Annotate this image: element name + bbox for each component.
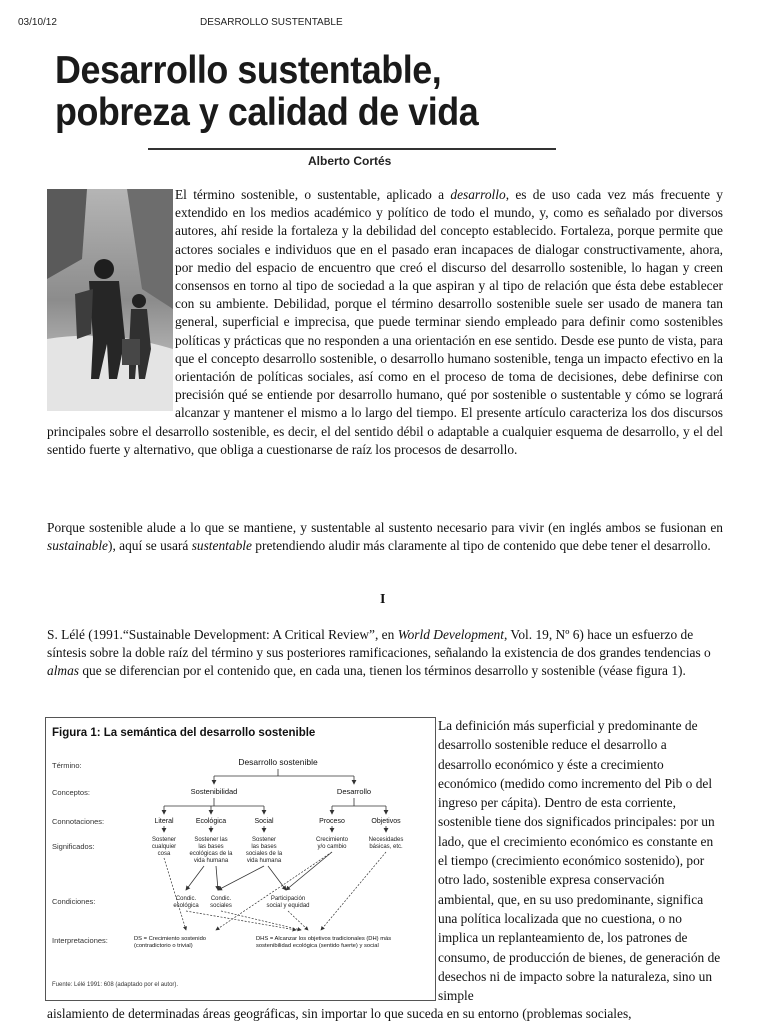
paragraph-intro-b: , es de uso cada vez más frecuente y extendido en los medios académico y político de todo el mundo, y, como es señalado por diversos autores, ahí reside la fortaleza y la debilidad del concepto establecido. Fortaleza, porque permite que actores sociales e individuos que en el pasado eran incapaces de dialogar constructivamente, ahora, por medio del espacio de encuentro que creó el discurso del desarrollo sostenible, lo hagan y creen consensos en torno al tipo de sociedad a la que aspiran y al tipo de relación que ésta debe establecer con su ambiente. Debilidad, porque el término desarrollo sostenible suele ser usado de manera tan general, superficial e imprecisa, que puede terminar siendo empleado para definir como sostenibles políticas y prácticas que no responden a una orientación en ese sentido. Desde ese punto de vista, para que el concepto desarrollo sostenible, o desarrollo humano sostenible, tenga un impacto efectivo en la orientación de políticas sociales, así como en el proceso de toma de decisiones, debe definirse con precisión qué se entiende por desarrollo humano, qué por sostenible o sustentable y cómo se logrará alcanzar y mantener el mismo a lo largo del tiempo. El presente artículo caracteriza los dos discursos principales sobre el desarrollo sostenible, es decir, el del sentido débil o adaptable a cualquier esquema de desarrollo, y el del sentido fuerte y alternativo, que obliga a cuestionarse de raíz los procesos de desarrollo. [47,187,724,457]
paragraph-intro-a: El término sostenible, o sustentable, aplicado a [175,187,451,202]
interpretation-ds-2: (contradictorio o trivial) [134,943,193,949]
meaning-ecologica-3: ecológicas de la [189,851,233,857]
paragraph-lele-c: que se diferencian por el contenido que, en cada una, tienen los términos desarrollo y sostenible (véase figura 1). [79,663,686,679]
paragraph-intro [47,186,723,459]
condition-sociales-1: Condic. [210,896,232,902]
meaning-social-3: sociales de la [245,851,283,857]
paragraph-terminology-em2: sustentable [191,538,252,554]
article-title-line1: Desarrollo sustentable, [55,49,442,92]
paragraph-terminology-a: Porque sostenible alude a lo que se mantiene, y sustentable al sustento necesario para vivir (en inglés ambos se fusionan en [47,520,723,535]
row-label-concepts: Conceptos: [52,788,90,797]
concept-sostenibilidad: Sostenibilidad [190,787,238,796]
row-label-connotations: Connotaciones: [52,817,105,826]
header-title: DESARROLLO SUSTENTABLE [200,17,343,28]
meaning-ecologica-1: Sostener las [194,837,228,843]
interpretation-ds-1: DS = Crecimiento sostenido [134,936,207,942]
paragraph-lele-b: , Vol. 19, Nº 6) hace un esfuerzo de síntesis sobre la doble raíz del término y sus posteriores ramificaciones, señalando la existencia de dos grandes tendencias o [47,627,711,661]
connotation-social: Social [254,818,274,825]
photo-float-spacer [47,186,175,412]
connotation-ecologica: Ecológica [195,818,227,825]
meaning-objetivos-1: Necesidades [368,837,404,843]
concept-desarrollo: Desarrollo [336,787,372,796]
row-label-interpretations: Interpretaciones: [52,936,108,945]
figure-semantics-diagram [46,718,435,1000]
paragraph-intro-em: desarrollo [450,187,506,202]
meaning-literal-2: cualquier [151,844,177,850]
paragraph-lele-em2: almas [47,663,79,679]
condition-participacion-1: Participación [270,896,306,902]
row-label-conditions: Condiciones: [52,897,96,906]
meaning-ecologica-4: vida humana [193,858,229,864]
meaning-literal-3: cosa [157,851,171,857]
condition-ecologica-2: ecológica [173,903,199,909]
connotation-literal: Literal [154,818,174,825]
paragraph-lele-a: S. Lélé (1991.“Sustainable Development: A Critical Review”, en [47,627,398,642]
figure-semantics [45,717,436,1001]
paragraph-lele [47,626,723,681]
meaning-social-4: vida humana [246,858,282,864]
title-rule [148,148,556,150]
figure-source: Fuente: Lélé 1991: 608 (adaptado por el autor). [52,982,179,988]
article-title [55,50,478,134]
interpretation-dhs-2: sostenibilidad ecológica (sentido fuerte) y social [256,943,379,949]
paragraph-terminology-em1: sustainable [47,538,109,554]
meaning-proceso-2: y/o cambio [317,844,347,850]
row-label-term: Término: [52,761,82,770]
header-date: 03/10/12 [18,17,57,28]
meaning-ecologica-2: las bases [198,844,224,850]
meaning-social-1: Sostener [251,837,277,843]
meaning-proceso-1: Crecimiento [315,837,349,843]
interpretation-dhs-1: DHS = Alcanzar los objetivos tradicionales (DH) más [256,936,392,942]
row-label-meanings: Significados: [52,842,95,851]
condition-participacion-2: social y equidad [266,903,310,909]
paragraph-terminology [47,519,723,555]
connotation-objetivos: Objetivos [371,818,401,825]
section-heading: I [380,592,386,607]
meaning-objetivos-2: básicas, etc. [369,844,403,850]
figure-title: Figura 1: La semántica del desarrollo sostenible [52,727,316,739]
connotation-proceso: Proceso [319,818,345,825]
meaning-social-2: las bases [251,844,277,850]
paragraph-definition: La definición más superficial y predominante de desarrollo sostenible reduce el desarrollo a desarrollo económico y éste a crecimiento económico (medido como incremento del Pib o del ingreso per cápita). Dentro de esta corriente, sostenible tiene dos significados principales: por un lado, que el crecimiento económico es constante en el tiempo (crecimiento económico sostenido), por otro lado, sostenible expresa conservación ambiental, que, en su uso predominante, significa una política localizada que no cuestiona, o no implica un replanteamiento de, los patrones de consumo, de producción de bienes, de generación de desechos ni de impacto sobre la naturaleza, sino un simple [438,718,721,1004]
article-author: Alberto Cortés [308,154,392,168]
meaning-literal-1: Sostener [151,837,177,843]
figure-term: Desarrollo sostenible [238,757,318,767]
paragraph-terminology-c: pretendiendo aludir más claramente al tipo de contenido que debe tener el desarrollo. [251,538,711,554]
condition-sociales-2: sociales [210,903,232,909]
condition-ecologica-1: Condic. [175,896,197,902]
paragraph-continuation: aislamiento de determinadas áreas geográficas, sin importar lo que suceda en su entorno (problemas sociales, [47,1006,632,1021]
article-title-line2: pobreza y calidad de vida [55,91,479,134]
paragraph-lele-em1: World Development [397,627,504,642]
paragraph-terminology-b: ), aquí se usará [108,538,192,554]
